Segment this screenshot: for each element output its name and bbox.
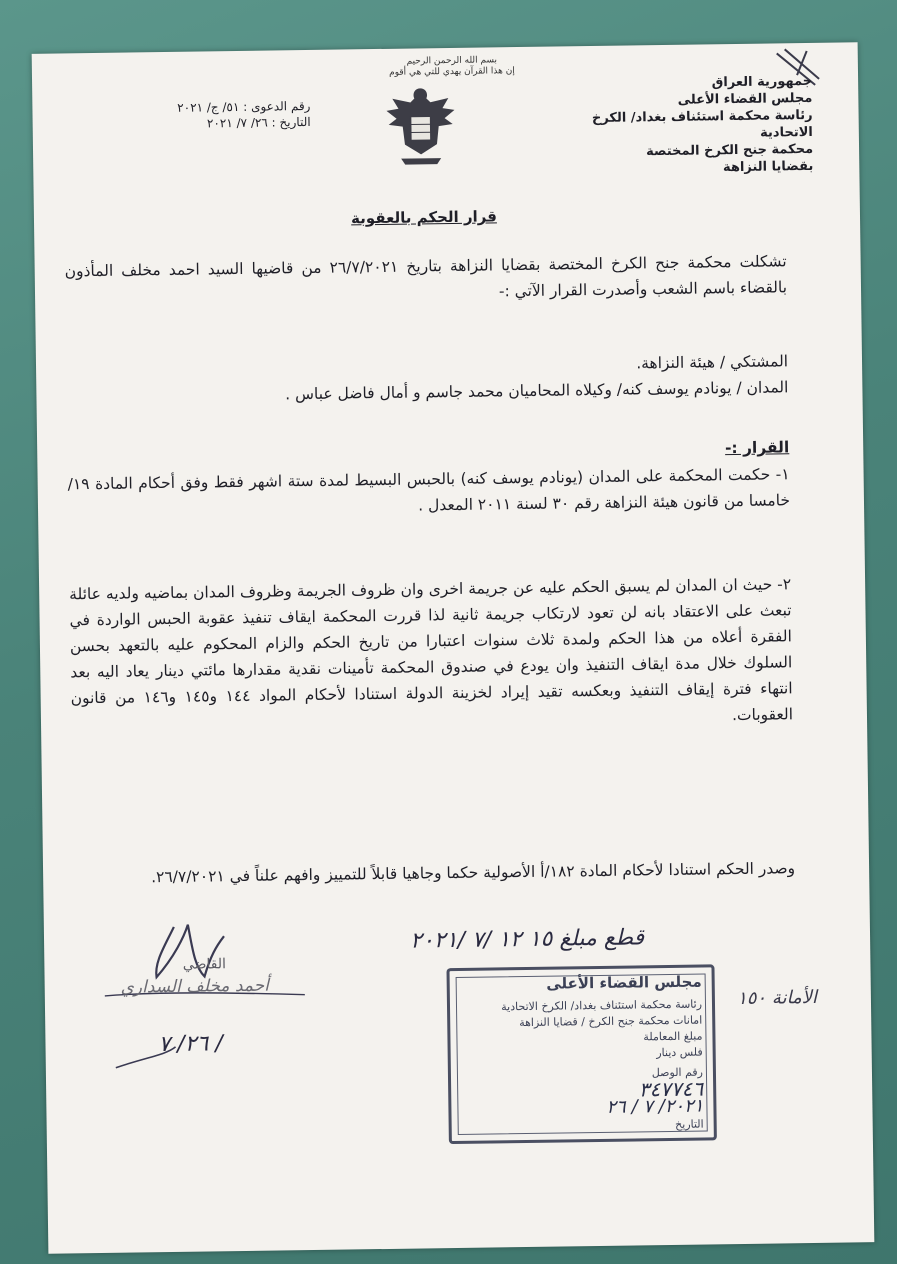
handwritten-fee-note: قطع مبلغ ١٥ ١٢ /٧ /٢٠٢١ [410,925,645,954]
stamp-line: رئاسة محكمة استئناف بغداد/ الكرخ الاتحادية [501,997,703,1014]
stamp-line: التاريخ [675,1117,704,1131]
final-paragraph: وصدر الحكم استنادا لأحكام المادة ١٨٢/أ الأصولية حكما وجاهيا قابلاً للتمييز وافهم علناً في ٢٦/٧/٢٠٢١. [150,859,796,887]
intro-paragraph: تشكلت محكمة جنح الكرخ المختصة بقضايا النزاهة بتاريخ ٢٦/٧/٢٠٢١ من قاضيها السيد احمد مخلف المأذون بالقضاء باسم الشعب وأصدرت القرار الآتي :- [64,252,788,301]
stamp-line: امانات محكمة جنح الكرخ / قضايا النزاهة [519,1013,703,1030]
stamp-receipt-number: ٣٤٧٧٤٦ [638,1076,704,1102]
decision-heading: القرار :- [724,438,790,458]
authority-line: محكمة جنح الكرخ المختصة [646,141,814,160]
authority-line: بقضايا النزاهة [722,158,814,176]
decision-item-2: ٢- حيث ان المدان لم يسبق الحكم عليه عن جريمة اخرى وان ظروف الجريمة وظروف المدان بماضيه ولديه عائلة تبعث على الاعتقاد بانه لن تعود لارتكاب جريمة ثانية لذا قررت المحكمة ايقاف تنفيذ عقوبة الحبس الواردة في الفقرة أعلاه من هذا الحكم ولمدة ثلاث سنوات اعتبارا من تاريخ الحكم والزام المحكوم عليه بالتعهد بحسن السلوك خلال مدة ايقاف التنفيذ وان يودع في صندوق المحكمة تأمينات نقدية مقدارها مائتي دينار يعاد اليه بعد انتهاء فترة إيقاف التنفيذ وبعكسه تقيد إيراد لخزينة الدولة استنادا لأحكام المواد ١٤٤ و١٤٥ و١٤٦ من قانون العقوبات. [69,575,794,725]
parties-block [66,348,789,410]
margin-deposit-note: الأمانة ١٥٠ [736,986,818,1010]
judge-title: القاضي [182,956,227,973]
case-number: رقم الدعوى : ٥١/ ج/ ٢٠٢١ [177,98,311,115]
authority-line: رئاسة محكمة استئناف بغداد/ الكرخ الاتحادية [591,107,813,141]
quran-verse: إن هذا القرآن يهدي للتي هي أقوم [389,66,515,78]
case-reference [80,98,310,133]
judge-name: أحمد مخلف السداري [120,975,269,998]
stamp-date: ٢٠٢١/ ٧ / ٢٦ [606,1095,704,1118]
complainant-line: المشتكي / هيئة النزاهة. [636,352,789,373]
authority-line: مجلس القضاء الأعلى [677,90,813,108]
stamp-line: فلس دينار [656,1045,703,1060]
document-title: قرار الحكم بالعقوبة [350,207,497,228]
authority-line: جمهورية العراق [711,73,813,91]
stamp-line: مجلس القضاء الأعلى [546,972,702,993]
iraq-eagle-emblem [380,84,461,171]
stamp-line: مبلغ المعاملة [643,1029,703,1044]
decision-item-1: ١- حكمت المحكمة على المدان (يونادم يوسف كنه) بالحبس البسيط لمدة ستة اشهر فقط وفق أحكام المادة ١٩/خامسا من قانون هيئة النزاهة رقم ٣٠ لسنة ٢٠١١ المعدل . [67,465,791,515]
basmala-header [332,54,572,79]
case-date: التاريخ : ٢٦/ ٧/ ٢٠٢١ [206,114,311,131]
court-fee-stamp [446,964,716,1144]
convicted-line: المدان / يونادم يوسف كنه/ وكيلاه المحاميان محمد جاسم و أمال فاضل عباس . [285,378,789,404]
basmala-text: بسم الله الرحمن الرحيم [406,55,498,67]
handwritten-date: ٢٦/ ٧ / [158,1031,223,1058]
issuing-authority [552,73,813,179]
stamp-line: رقم الوصل [651,1065,704,1080]
document-sheet [32,42,875,1253]
